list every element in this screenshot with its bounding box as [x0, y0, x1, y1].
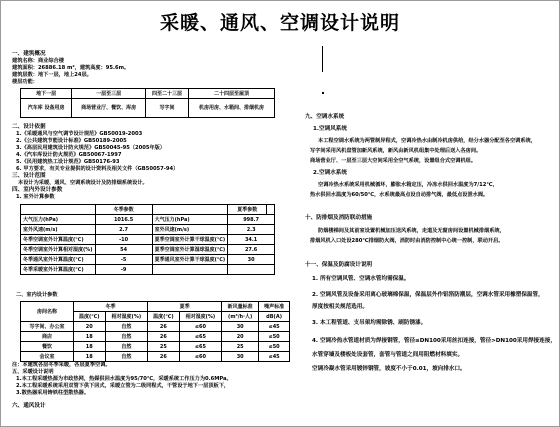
project-line: 建筑面积：26886.18 m²，建筑高度：95.6m。 — [12, 65, 130, 71]
margin-mark — [322, 46, 323, 72]
table-row — [21, 352, 290, 362]
table-cell: 汽车库 设备用房 — [21, 99, 72, 118]
table-cell: 夏季空调室外计算干球温度(℃) — [152, 235, 228, 245]
table-cell: 写字间 — [145, 99, 188, 118]
table-cell: 会议室 — [21, 352, 74, 362]
page-title: 采暖、通风、空调设计说明 — [159, 12, 400, 34]
project-line: 楼层功能： — [12, 79, 38, 85]
table-cell — [152, 265, 228, 275]
list-item: 1. 所有空调风管、空调水管均需保温。 — [312, 276, 410, 282]
project-heading: 一、建筑概况 — [12, 51, 46, 57]
table-cell: 20 — [74, 322, 106, 332]
table-row — [21, 205, 275, 215]
basis-line: 1.《采暖通风与空气调节设计规范》GB50019-2003 — [16, 131, 143, 137]
table-cell: 四至二十三层 — [145, 89, 188, 99]
list-item: 空调冷凝水管采用镀锌钢管，坡度不小于0.01，坡向排水口。 — [312, 366, 466, 372]
table-cell: 1016.5 — [95, 215, 152, 225]
list-item: 3. 本工程管道、支吊架均需除锈、刷防锈漆。 — [312, 320, 427, 326]
table-row — [21, 245, 275, 255]
floor-function-table — [20, 88, 275, 118]
table-row — [21, 235, 275, 245]
table-cell: 2.7 — [95, 225, 152, 235]
table-cell: 26 — [148, 352, 180, 362]
table-cell: 夏季 — [148, 302, 222, 312]
table-cell: 2.3 — [228, 225, 275, 235]
table-cell: 25 — [222, 342, 259, 352]
table-cell: 商场营业厅、餐饮、库房 — [72, 99, 146, 118]
subsection-heading: 1.空调风系统 — [313, 126, 347, 132]
table-cell: 室外风速(m/s) — [152, 225, 228, 235]
table-row — [21, 302, 290, 312]
table-cell: 商店 — [21, 332, 74, 342]
table-cell: 相对湿度(%) — [179, 312, 222, 322]
table-cell: -10 — [95, 235, 152, 245]
basis-line: 2.《公共建筑节能设计标准》GB50189-2005 — [16, 138, 127, 144]
indoor-params-heading: 二、室内设计参数 — [16, 292, 58, 298]
table-cell: 相对湿度(%) — [105, 312, 148, 322]
table-cell: ≤50 — [259, 332, 290, 342]
table-cell: 冬季参数 — [95, 205, 152, 215]
list-item: 2. 空调风管及设备采用离心玻璃棉保温，保温层外作铝箔防潮层，空调水管采用橡塑保温管， — [312, 292, 544, 298]
table-cell: 18 — [74, 342, 106, 352]
table-cell: 温度(℃) — [148, 312, 180, 322]
table-cell: 噪声标准 — [259, 302, 290, 312]
table-row — [21, 99, 275, 118]
table-cell: ≤60 — [179, 352, 222, 362]
table-cell: 机房用房、水箱间、排烟机房 — [188, 99, 274, 118]
table-row — [21, 265, 275, 275]
table-cell: 30 — [222, 352, 259, 362]
basis-line: 5.《民用建筑热工设计规范》GB50176-93 — [16, 159, 120, 165]
ventilation-heading: 六、通风设计 — [12, 403, 46, 409]
indoor-params-table — [20, 301, 290, 362]
basis-line: 4.《汽车库设计防火规范》GB50067-1997 — [16, 152, 122, 158]
notes-line: 五、采暖设计说明 — [12, 369, 54, 375]
table-cell: dB(A) — [259, 312, 290, 322]
paragraph-line: 排烟风机入口处设280℃排烟防火阀，消防时由消防控制中心统一控制，联动开启。 — [310, 238, 504, 244]
table-row — [21, 89, 275, 99]
table-cell: 夏季通风室外计算干球温度(℃) — [152, 255, 228, 265]
table-cell: -5 — [95, 255, 152, 265]
table-cell — [228, 265, 275, 275]
table-cell: 自然 — [105, 332, 148, 342]
paragraph-line: 本工程空调水系统为两管制异程式，空调冷热水由制冷机房供给，经分水器分配至各空调系统， — [318, 138, 536, 144]
table-cell — [267, 205, 275, 215]
table-cell: 27.6 — [228, 245, 275, 255]
table-cell: 26 — [148, 322, 180, 332]
table-cell: 20 — [222, 332, 259, 342]
table-cell: 25 — [148, 342, 180, 352]
table-cell: ≤45 — [259, 322, 290, 332]
paragraph-line: 商场营业厅、一层至三层大空间采用全空气系统，设置组合式空调机组。 — [310, 158, 477, 164]
table-cell: -9 — [95, 265, 152, 275]
table-row — [21, 255, 275, 265]
table-cell: 18 — [74, 352, 106, 362]
table-cell: 温度(℃) — [74, 312, 106, 322]
table-cell: 地下一层 — [21, 89, 72, 99]
table-cell: ≤60 — [179, 322, 222, 332]
smoke-control-heading: 十、防排烟及消防联动措施 — [305, 215, 373, 221]
table-cell: ≤45 — [259, 352, 290, 362]
project-line: 建筑名称：商业综合楼 — [12, 58, 64, 64]
table-row — [21, 332, 290, 342]
table-cell: 房间名称 — [21, 302, 74, 322]
notes-line: 2.本工程采暖系统采用双管下供下回式，采暖立管为二级同程式，干管设于地下一层顶板下， — [16, 383, 230, 389]
table-cell: 30 — [222, 322, 259, 332]
basis-heading: 二、设计依据 — [12, 124, 46, 130]
table-cell: ≤65 — [179, 332, 222, 342]
table-cell: 自然 — [105, 342, 148, 352]
table-cell: 冬季通风室外计算温度(℃) — [21, 255, 96, 265]
project-line: 建筑层数：地下一层，地上24层。 — [12, 72, 92, 78]
table-cell: 冬季 — [74, 302, 148, 312]
table-cell — [152, 205, 228, 215]
table-row — [21, 342, 290, 352]
table-cell: 写字间、办公室 — [21, 322, 74, 332]
outdoor-params-heading: 1. 室外计算参数 — [16, 194, 55, 200]
paragraph-line: 防烟楼梯间及其前室设置机械加压送风系统，走道及无窗房间设置机械排烟系统， — [318, 228, 505, 234]
list-item: 厚度按相关规范选用。 — [312, 304, 368, 310]
scope-line: 本设计为采暖、通风、空调系统设计及防排烟系统设计。 — [18, 180, 148, 186]
table-cell: 26 — [148, 332, 180, 342]
table-cell: 冬季空调室外计算温度(℃) — [21, 235, 96, 245]
insulation-heading: 十一、保温及防腐设计说明 — [305, 262, 373, 268]
outdoor-params-table — [20, 204, 275, 275]
table-row — [21, 225, 275, 235]
table-cell: 餐饮 — [21, 342, 74, 352]
table-cell: 室外风速(m/s) — [21, 225, 96, 235]
notes-heading: 注：本建筑各层冬季采暖，各层夏季空调。 — [12, 362, 111, 368]
table-cell: (m³/h·人) — [222, 312, 259, 322]
table-row — [21, 215, 275, 225]
table-cell: 30 — [228, 255, 275, 265]
paragraph-line: 空调冷热水系统采用机械循环，膨胀水箱定压，冷冻水供回水温度为7/12℃， — [318, 182, 498, 188]
table-cell: ≤50 — [259, 342, 290, 352]
table-row — [21, 322, 290, 332]
margin-mark — [322, 92, 324, 94]
basis-line: 6. 甲方要求，有关专业提供的设计资料及相关文件（GB50057-94） — [16, 166, 179, 172]
scope-heading: 三、设计范围 — [12, 173, 46, 179]
hvac-water-heading: 九、空调水系统 — [305, 114, 345, 120]
list-item: 水管穿墙及楼板处设套管，套管与管道之间用阻燃材料填实。 — [312, 352, 464, 358]
table-cell — [21, 205, 96, 215]
paragraph-line: 热水供回水温度为60/50℃，水系统最高点设自动排气阀，最低点设泄水阀。 — [310, 192, 489, 198]
table-cell: ≤65 — [179, 342, 222, 352]
notes-line: 1.本工程采暖热源为市政热网，热媒供回水温度为95/70℃，采暖系统工作压力为0.6MPa。 — [16, 376, 232, 382]
table-cell: 二十四层至屋顶 — [188, 89, 274, 99]
subsection-heading: 2.空调水系统 — [313, 170, 347, 176]
paragraph-line: 写字间采用风机盘管加新风系统，新风由新风机组集中处理后送入各房间。 — [310, 148, 482, 154]
table-cell: 998.7 — [228, 215, 275, 225]
list-item: 4. 空调冷热水管道材质为焊接钢管，管径≤DN100采用丝扣连接，管径>DN100采用焊接连接， — [312, 338, 556, 344]
table-cell: 54 — [95, 245, 152, 255]
parameters-heading: 四、室内外设计参数 — [12, 187, 63, 193]
table-cell: 夏季参数 — [228, 205, 267, 215]
table-cell: 大气压力(hPa) — [21, 215, 96, 225]
table-cell: 自然 — [105, 322, 148, 332]
basis-line: 3.《高层民用建筑设计防火规范》GB50045-95（2005年版） — [16, 145, 166, 151]
table-cell: 冬季空调室外计算相对湿度(%) — [21, 245, 96, 255]
table-cell: 新风量标准 — [222, 302, 259, 312]
table-cell: 自然 — [105, 352, 148, 362]
notes-line: 3.散热器采用铸铁柱型散热器。 — [16, 390, 90, 396]
table-cell: 18 — [74, 332, 106, 342]
table-cell: 34.1 — [228, 235, 275, 245]
table-cell: 夏季空调室外计算湿球温度(℃) — [152, 245, 228, 255]
table-cell: 冬季采暖室外计算温度(℃) — [21, 265, 96, 275]
table-cell: 一层至三层 — [72, 89, 146, 99]
table-cell: 大气压力(hPa) — [152, 215, 228, 225]
